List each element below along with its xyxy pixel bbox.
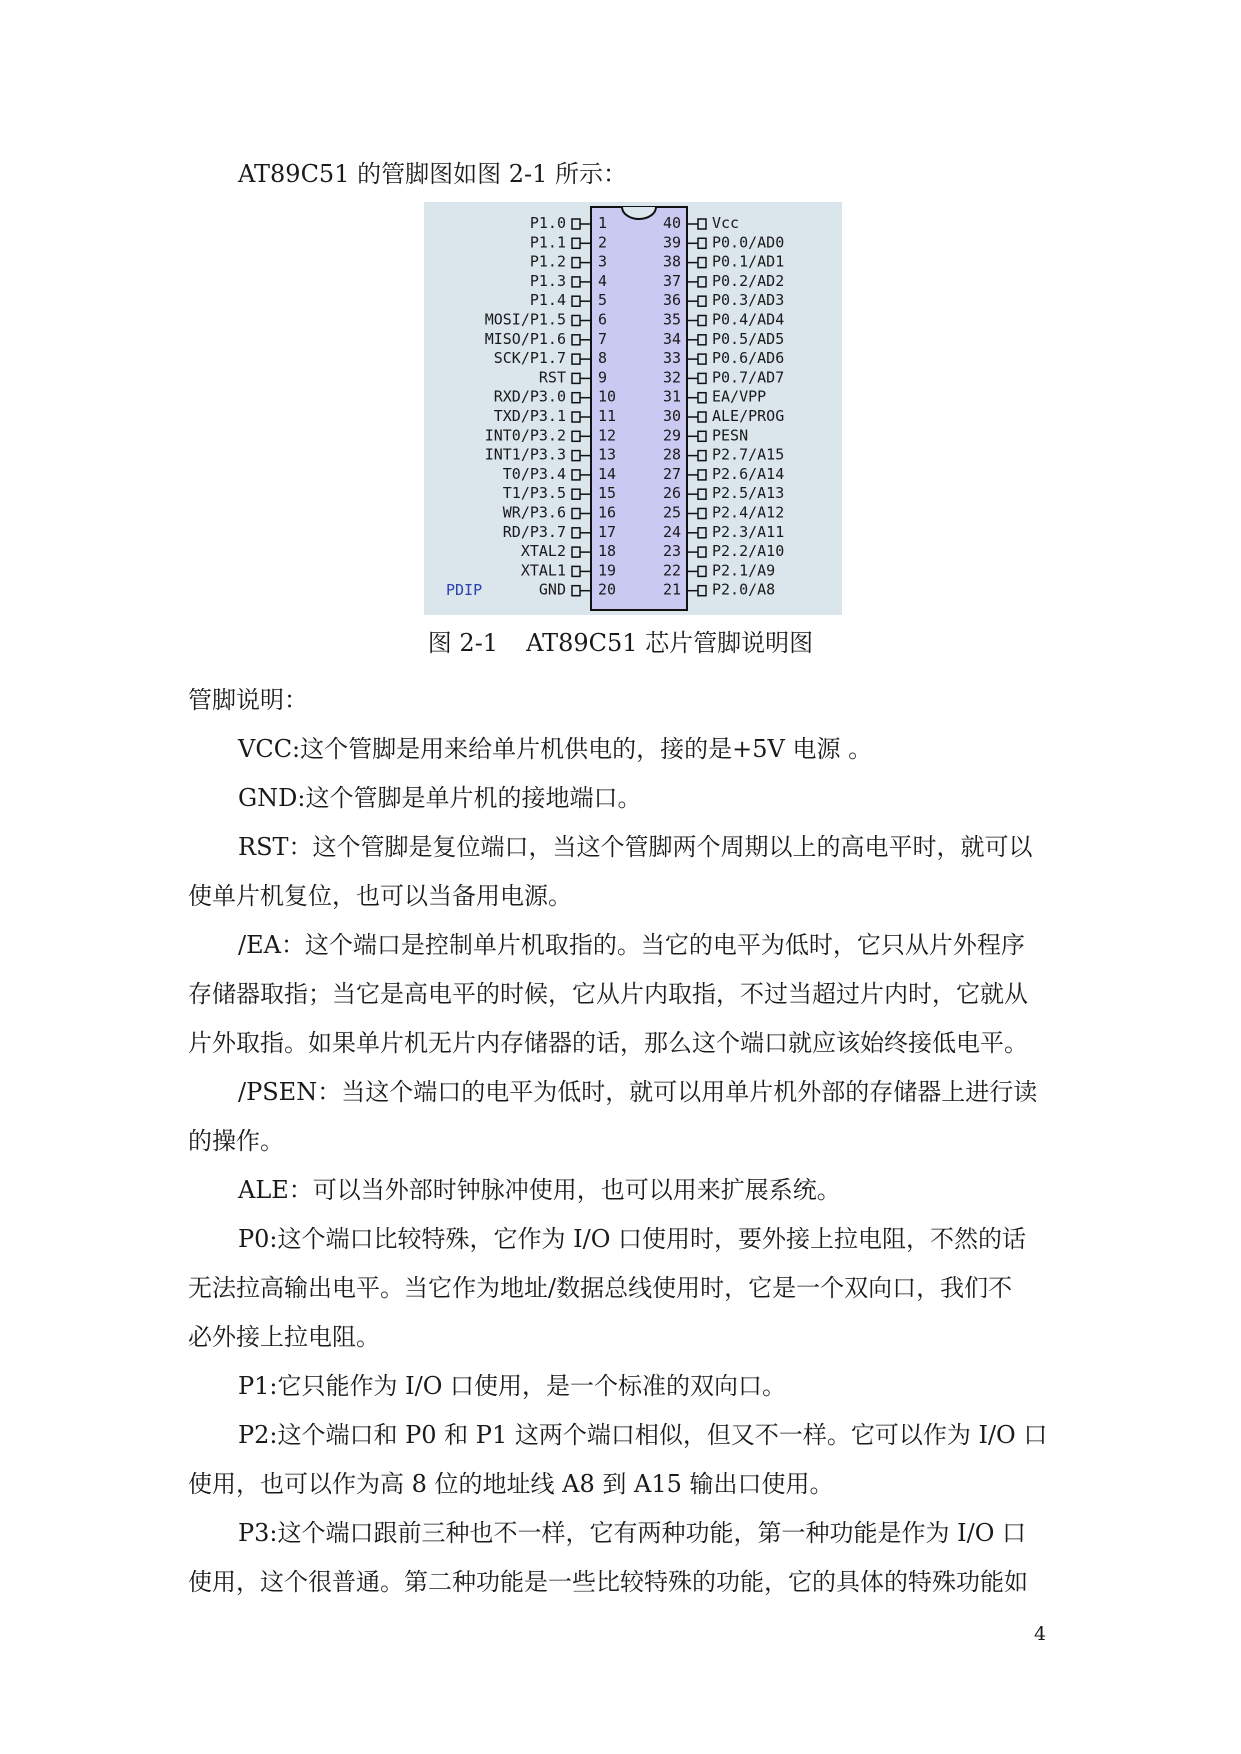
chip-pin-10: [494, 388, 616, 406]
pin-number: 26: [662, 484, 681, 503]
pin-number: 18: [598, 542, 617, 561]
pin-label: P2.4/A12: [712, 503, 785, 522]
intro-text: AT89C51 的管脚图如图 2-1 所示：: [238, 160, 628, 188]
pin-label: SCK/P1.7: [493, 349, 566, 368]
pin-stub: [698, 451, 706, 461]
pin-stub: [572, 431, 580, 441]
pin-number: 32: [662, 368, 681, 387]
pin-stub: [698, 296, 706, 306]
pin-number: 33: [662, 349, 681, 368]
figure-caption-text: AT89C51 芯片管脚说明图: [526, 629, 814, 657]
pin-number: 11: [598, 407, 617, 425]
paragraph-line: ALE：可以当外部时钟脉冲使用，也可以用来扩展系统。: [238, 1176, 841, 1204]
pin-number: 27: [662, 464, 681, 483]
chip-pin-29: [663, 426, 748, 444]
figure-caption-label: 图 2-1: [427, 629, 499, 657]
paragraph-line: GND:这个管脚是单片机的接地端口。: [238, 784, 642, 812]
pin-diagram-figure: [424, 202, 842, 615]
pin-stub: [698, 335, 706, 345]
pin-stub: [572, 373, 580, 383]
chip-pin-21: [663, 581, 775, 599]
pin-number: 30: [662, 407, 681, 425]
pin-stub: [698, 219, 706, 229]
pin-number: 24: [662, 522, 681, 541]
pin-description-paragraph: [188, 1411, 1048, 1509]
pin-stub: [698, 258, 706, 268]
chip-pin-22: [663, 561, 775, 579]
paragraph-line: P1:它只能作为 I/O 口使用，是一个标准的双向口。: [238, 1372, 787, 1400]
pin-stub: [572, 296, 580, 306]
pin-label: RST: [538, 368, 566, 387]
pin-stub: [698, 431, 706, 441]
pin-label: INT0/P3.2: [484, 426, 566, 445]
paragraph-line: RST：这个管脚是复位端口，当这个管脚两个周期以上的高电平时，就可以: [238, 833, 1033, 861]
pin-label: XTAL1: [520, 561, 566, 580]
pin-number: 21: [662, 580, 681, 599]
pin-number: 2: [598, 233, 608, 252]
pin-label: P0.6/AD6: [712, 349, 785, 368]
pin-description-paragraph: [188, 921, 1048, 1068]
pin-stub: [572, 238, 580, 248]
pin-number: 31: [662, 387, 681, 406]
pin-stub: [572, 277, 580, 287]
pin-label: EA/VPP: [712, 387, 767, 406]
chip-pin-6: [485, 311, 607, 329]
pin-label: ALE/PROG: [712, 407, 785, 425]
pin-stub: [572, 547, 580, 557]
pin-stub: [698, 566, 706, 576]
pin-label: P0.7/AD7: [712, 368, 785, 387]
pin-number: 12: [598, 426, 617, 445]
paragraph-line: /EA：这个端口是控制单片机取指的。当它的电平为低时，它只从片外程序: [238, 931, 1025, 959]
pin-number: 20: [598, 580, 617, 599]
pin-number: 35: [662, 310, 681, 329]
pin-stub: [572, 566, 580, 576]
chip-pin-40: [663, 214, 739, 232]
pin-stub: [698, 373, 706, 383]
pin-stub: [572, 412, 580, 422]
pin-stub: [698, 277, 706, 287]
pin-stub: [698, 238, 706, 248]
pin-stub: [572, 316, 580, 326]
pin-number: 3: [598, 252, 608, 271]
chip-pin-7: [485, 330, 607, 348]
pin-stub: [698, 509, 706, 519]
paragraph-line: P2:这个端口和 P0 和 P1 这两个端口相似，但又不一样。它可以作为 I/O 口: [238, 1421, 1048, 1449]
pin-number: 36: [662, 291, 681, 310]
pin-stub: [572, 509, 580, 519]
pin-stub: [698, 470, 706, 480]
pin-number: 1: [598, 214, 608, 232]
pin-label: P0.5/AD5: [712, 329, 785, 348]
pin-label: P2.3/A11: [712, 522, 785, 541]
pin-stub: [572, 354, 580, 364]
chip-pin-31: [663, 388, 766, 406]
pin-number: 38: [662, 252, 681, 271]
pin-description-paragraph: [188, 1509, 1048, 1607]
pin-label: PESN: [712, 426, 749, 445]
pin-label: P1.4: [529, 291, 566, 310]
pin-description-paragraph: [188, 1166, 1048, 1215]
pin-description-paragraph: [188, 1362, 1048, 1411]
pin-stub: [572, 258, 580, 268]
pin-number: 29: [662, 426, 681, 445]
pin-stub: [698, 528, 706, 538]
pin-stub: [572, 470, 580, 480]
pin-stub: [698, 316, 706, 326]
pin-description-paragraph: [188, 823, 1048, 921]
pin-stub: [572, 393, 580, 403]
pin-number: 17: [598, 522, 617, 541]
pin-stub: [572, 219, 580, 229]
pin-label: P1.3: [529, 271, 566, 290]
pin-number: 10: [598, 387, 617, 406]
paragraph-line: P3:这个端口跟前三种也不一样，它有两种功能，第一种功能是作为 I/O 口: [238, 1519, 1027, 1547]
pin-label: P0.2/AD2: [712, 271, 785, 290]
pin-stub: [572, 586, 580, 596]
pin-label: P1.0: [529, 214, 566, 232]
pin-number: 25: [662, 503, 681, 522]
pin-number: 23: [662, 542, 681, 561]
pin-stub: [572, 528, 580, 538]
paragraph-line: 必外接上拉电阻。: [188, 1323, 380, 1351]
pin-label: INT1/P3.3: [484, 445, 566, 464]
chip-pin-16: [503, 504, 616, 522]
pin-stub: [698, 393, 706, 403]
paragraph-line: P0:这个端口比较特殊，它作为 I/O 口使用时，要外接上拉电阻，不然的话: [238, 1225, 1027, 1253]
paragraph-line: 使用，这个很普通。第二种功能是一些比较特殊的功能，它的具体的特殊功能如: [188, 1568, 1028, 1596]
pin-number: 37: [662, 271, 681, 290]
pin-number: 34: [662, 329, 681, 348]
pin-label: P2.1/A9: [712, 561, 776, 580]
paragraph-line: 无法拉高输出电平。当它作为地址/数据总线使用时，它是一个双向口，我们不: [188, 1274, 1013, 1302]
pin-number: 22: [662, 561, 681, 580]
pin-label: P0.4/AD4: [712, 310, 785, 329]
pin-label: P2.2/A10: [712, 542, 785, 561]
pin-label: P1.2: [529, 252, 566, 271]
pin-label: P0.0/AD0: [712, 233, 785, 252]
pin-description-paragraph: [188, 1215, 1048, 1362]
pin-number: 8: [598, 349, 608, 368]
paragraph-line: /PSEN：当这个端口的电平为低时，就可以用单片机外部的存储器上进行读: [238, 1078, 1038, 1106]
chip-pin-14: [503, 465, 616, 483]
pin-label: P2.5/A13: [712, 484, 785, 503]
pin-label: WR/P3.6: [502, 503, 566, 522]
pin-number: 19: [598, 561, 617, 580]
pin-label: P2.7/A15: [712, 445, 785, 464]
pin-number: 40: [662, 214, 681, 232]
pin-label: P2.6/A14: [712, 464, 785, 483]
pin-label: T0/P3.4: [502, 464, 566, 483]
pin-description-paragraph: [188, 774, 1048, 823]
pin-label: P1.1: [529, 233, 566, 252]
pin-label: TXD/P3.1: [493, 407, 566, 425]
pin-stub: [698, 412, 706, 422]
pin-number: 9: [598, 368, 608, 387]
pin-label: P2.0/A8: [712, 580, 776, 599]
chip-pin-11: [494, 407, 616, 425]
pin-stub: [698, 547, 706, 557]
chip-pin-18: [521, 542, 616, 560]
pin-label: Vcc: [712, 214, 740, 232]
pin-label: MOSI/P1.5: [484, 310, 566, 329]
pin-stub: [698, 586, 706, 596]
pin-label: P0.3/AD3: [712, 291, 785, 310]
pin-label: MISO/P1.6: [484, 329, 566, 348]
paragraph-line: 使用，也可以作为高 8 位的地址线 A8 到 A15 输出口使用。: [188, 1470, 834, 1498]
pin-label: RXD/P3.0: [493, 387, 566, 406]
pin-number: 13: [598, 445, 617, 464]
pin-description-paragraph: [188, 1068, 1048, 1166]
paragraph-line: 片外取指。如果单片机无片内存储器的话，那么这个端口就应该始终接低电平。: [188, 1029, 1028, 1057]
pin-stub: [698, 489, 706, 499]
pin-number: 16: [598, 503, 617, 522]
pin-description-paragraph: [188, 725, 1048, 774]
pin-number: 7: [598, 329, 608, 348]
pin-label: GND: [538, 580, 566, 599]
pin-number: 28: [662, 445, 681, 464]
pin-number: 39: [662, 233, 681, 252]
chip-pin-20: [539, 581, 616, 599]
chip-pin-19: [521, 561, 616, 579]
pin-stub: [572, 335, 580, 345]
pin-label: T1/P3.5: [502, 484, 566, 503]
figure-caption: [0, 623, 1241, 663]
pin-number: 4: [598, 271, 608, 290]
page-number: 4: [1034, 1623, 1047, 1645]
chip-pin-15: [503, 484, 616, 502]
pin-number: 6: [598, 310, 608, 329]
section-heading: 管脚说明：: [188, 686, 308, 714]
pin-label: XTAL2: [520, 542, 566, 561]
paragraph-line: 的操作。: [188, 1127, 284, 1155]
pin-stub: [698, 354, 706, 364]
pin-number: 15: [598, 484, 617, 503]
pin-stub: [572, 451, 580, 461]
paragraph-line: 存储器取指；当它是高电平的时候，它从片内取指，不过当超过片内时，它就从: [188, 980, 1028, 1008]
paragraph-line: 使单片机复位，也可以当备用电源。: [188, 882, 572, 910]
pin-label: RD/P3.7: [502, 522, 566, 541]
pin-number: 14: [598, 464, 617, 483]
paragraph-line: VCC:这个管脚是用来给单片机供电的，接的是+5V 电源 。: [238, 735, 873, 763]
package-label: PDIP: [446, 581, 483, 599]
chip-pin-17: [503, 523, 616, 541]
pin-stub: [572, 489, 580, 499]
pin-label: P0.1/AD1: [712, 252, 785, 271]
chip-pinout-diagram: [424, 202, 842, 615]
pin-number: 5: [598, 291, 608, 310]
